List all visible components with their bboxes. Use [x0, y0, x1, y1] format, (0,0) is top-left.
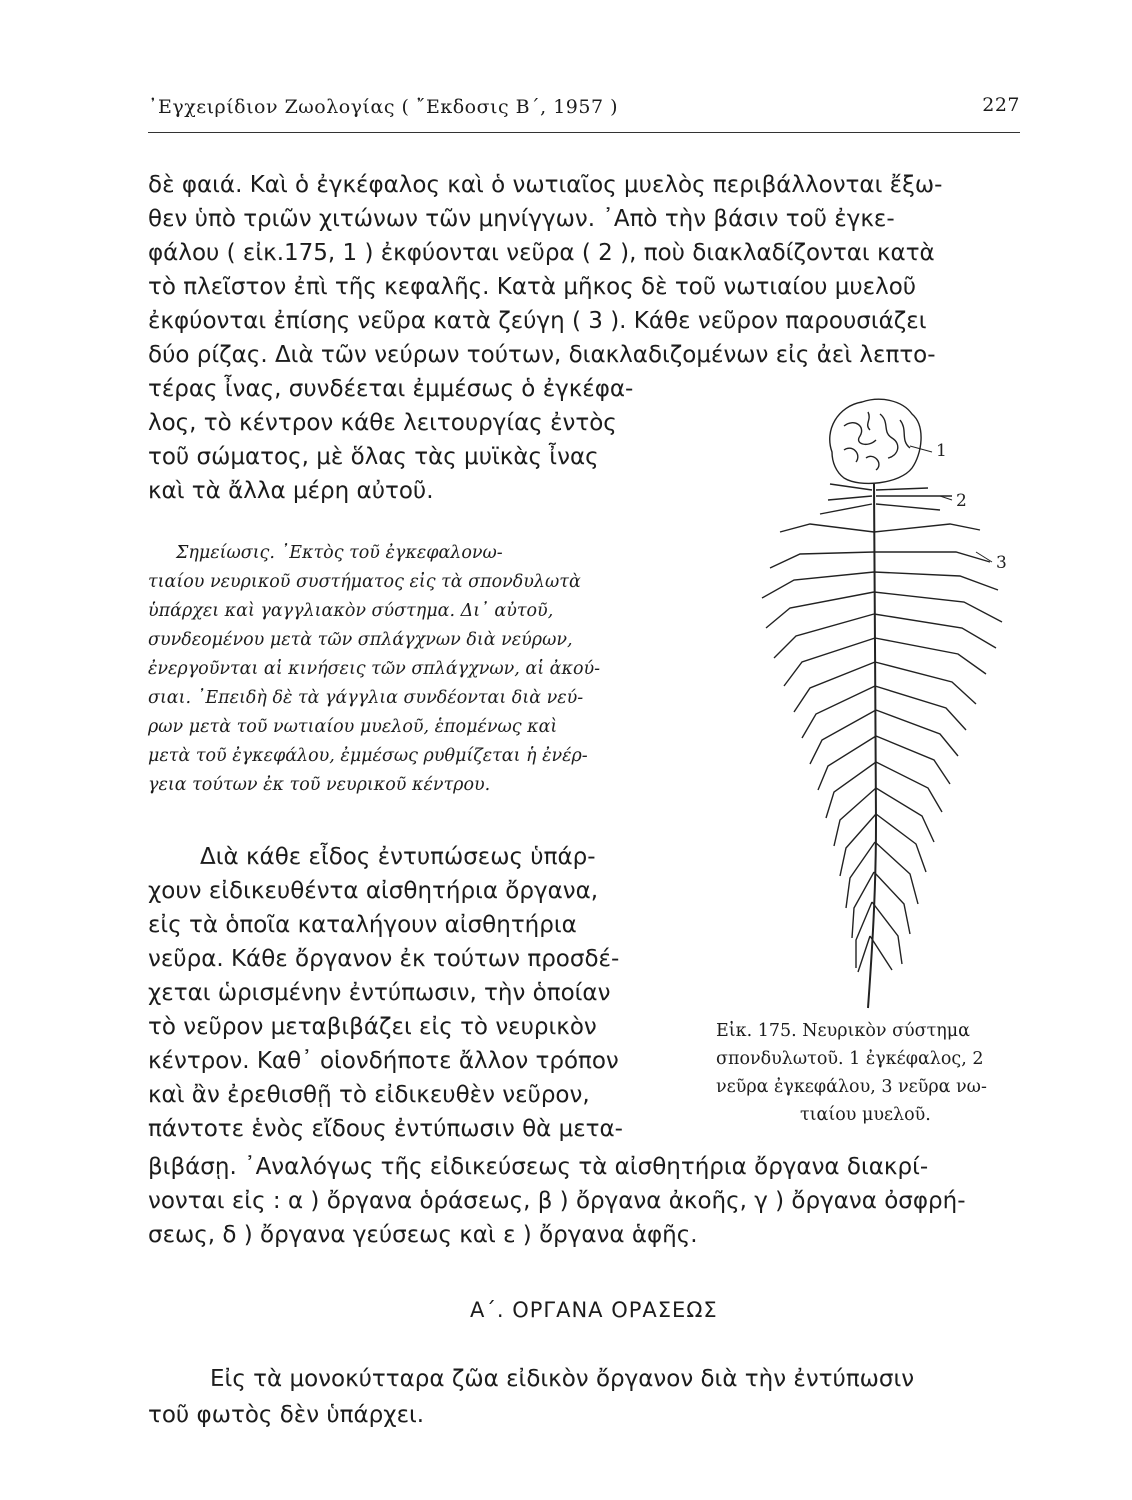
note-line: ρων μετὰ τοῦ νωτιαίου μυελοῦ, ἑπομένως καὶ [148, 717, 558, 737]
body-line: λος, τὸ κέντρον κάθε λειτουργίας ἐντὸς [148, 410, 617, 436]
body-line: τὸ πλεῖστον ἐπὶ τῆς κεφαλῆς. Κατὰ μῆκος δὲ τοῦ νωτιαίου μυελοῦ [148, 274, 917, 300]
note-line: συνδεομένου μετὰ τῶν σπλάγχνων διὰ νεύρων, [148, 630, 573, 650]
nervous-system-figure [740, 392, 1030, 1018]
note-line: ὑπάρχει καὶ γαγγλιακὸν σύστημα. Δι᾿ αὐτοῦ, [148, 601, 554, 621]
running-head [148, 92, 1020, 133]
body-line: δὲ φαιά. Καὶ ὁ ἐγκέφαλος καὶ ὁ νωτιαῖος μυελὸς περιβάλλονται ἔξω- [148, 172, 943, 198]
page-number: 227 [982, 94, 1020, 116]
body-line: βιβάσῃ. ᾿Αναλόγως τῆς εἰδικεύσεως τὰ αἰσθητήρια ὄργανα διακρί- [148, 1154, 929, 1180]
body-line: Διὰ κάθε εἶδος ἐντυπώσεως ὑπάρ- [200, 844, 596, 870]
body-line: καὶ ἂν ἐρεθισθῇ τὸ εἰδικευθὲν νεῦρον, [148, 1082, 590, 1108]
section-heading: Α΄. ΟΡΓΑΝΑ ΟΡΑΣΕΩΣ [470, 1298, 718, 1322]
body-line: τοῦ φωτὸς δὲν ὑπάρχει. [148, 1402, 425, 1428]
note-line: ἐνεργοῦνται αἱ κινήσεις τῶν σπλάγχνων, αἱ ἀκού- [148, 659, 601, 679]
body-line: νεῦρα. Κάθε ὄργανον ἐκ τούτων προσδέ- [148, 946, 620, 972]
body-line: θεν ὑπὸ τριῶν χιτώνων τῶν μηνίγγων. ᾿Απὸ τὴν βάσιν τοῦ ἐγκε- [148, 206, 895, 232]
note-line: γεια τούτων ἐκ τοῦ νευρικοῦ κέντρου. [148, 775, 491, 795]
body-line: σεως, δ ) ὄργανα γεύσεως καὶ ε ) ὄργανα ἁφῆς. [148, 1222, 698, 1248]
figure-label-1: 1 [936, 441, 947, 461]
figure-caption-line: σπονδυλωτοῦ. 1 ἐγκέφαλος, 2 [716, 1049, 984, 1069]
running-head-title: ᾿Εγχειρίδιον Ζωολογίας ( ῎Εκδοσις Β΄, 1957 ) [148, 96, 619, 118]
note-line: σιαι. ᾿Επειδὴ δὲ τὰ γάγγλια συνδέονται διὰ νεύ- [148, 688, 584, 708]
note-line: μετὰ τοῦ ἐγκεφάλου, ἐμμέσως ρυθμίζεται ἡ ἐνέρ- [148, 746, 588, 766]
figure-caption-line: Εἰκ. 175. Νευρικὸν σύστημα [716, 1021, 970, 1041]
note-line: Σημείωσις. ᾿Εκτὸς τοῦ ἐγκεφαλονω- [176, 543, 503, 563]
body-line: εἰς τὰ ὁποῖα καταλήγουν αἰσθητήρια [148, 912, 577, 938]
spinal-cord [868, 484, 876, 1008]
body-line: φάλου ( εἰκ.175, 1 ) ἐκφύονται νεῦρα ( 2 ), ποὺ διακλαδίζονται κατὰ [148, 240, 935, 266]
body-line: καὶ τὰ ἄλλα μέρη αὐτοῦ. [148, 478, 434, 504]
figure-caption-line: τιαίου μυελοῦ. [800, 1105, 931, 1125]
figure-caption-line: νεῦρα ἐγκεφάλου, 3 νεῦρα νω- [716, 1077, 987, 1097]
body-line: πάντοτε ἑνὸς εἴδους ἐντύπωσιν θὰ μετα- [148, 1116, 623, 1142]
body-line: δύο ρίζας. Διὰ τῶν νεύρων τούτων, διακλαδιζομένων εἰς ἀεὶ λεπτο- [148, 342, 936, 368]
body-line: Εἰς τὰ μονοκύτταρα ζῶα εἰδικὸν ὄργανον διὰ τὴν ἐντύπωσιν [210, 1366, 915, 1392]
body-line: ἐκφύονται ἐπίσης νεῦρα κατὰ ζεύγη ( 3 ). Κάθε νεῦρον παρουσιάζει [148, 308, 927, 334]
body-line: τέρας ἶνας, συνδέεται ἐμμέσως ὁ ἐγκέφα- [148, 376, 634, 402]
body-line: χουν εἰδικευθέντα αἰσθητήρια ὄργανα, [148, 878, 599, 904]
body-line: τοῦ σώματος, μὲ ὅλας τὰς μυϊκὰς ἶνας [148, 444, 599, 470]
body-line: νονται εἰς : α ) ὄργανα ὁράσεως, β ) ὄργανα ἀκοῆς, γ ) ὄργανα ὀσφρή- [148, 1188, 966, 1214]
body-line: τὸ νεῦρον μεταβιβάζει εἰς τὸ νευρικὸν [148, 1014, 597, 1040]
figure-label-2: 2 [956, 491, 967, 511]
figure-label-3: 3 [996, 553, 1007, 573]
note-line: τιαίου νευρικοῦ συστήματος εἰς τὰ σπονδυλωτὰ [148, 572, 581, 592]
body-line: χεται ὡρισμένην ἐντύπωσιν, τὴν ὁποίαν [148, 980, 611, 1006]
body-line: κέντρον. Καθ᾿ οἱονδήποτε ἄλλον τρόπον [148, 1048, 619, 1074]
